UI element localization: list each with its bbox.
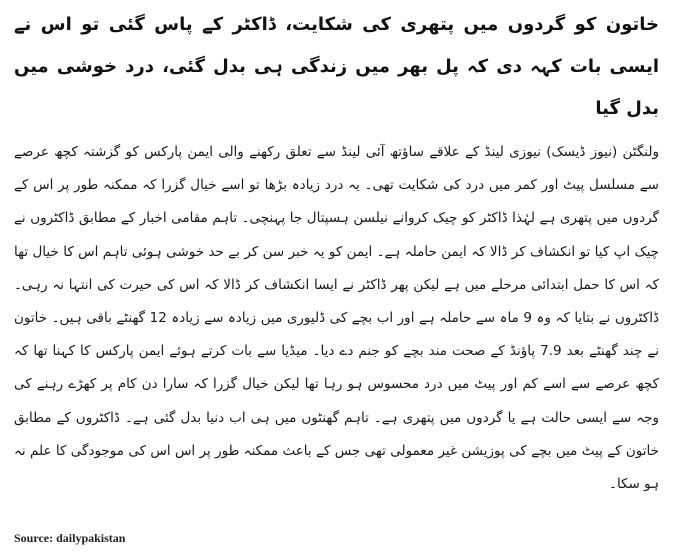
article-body: ولنگٹن (نیوز ڈیسک) نیوزی لینڈ کے علاقے ساؤتھ آئی لینڈ سے تعلق رکھنے والی ایمن پارکس کو گزشتہ کچھ عرصے سے مسلسل پیٹ اور کمر میں درد کی شکایت تھی۔ یہ درد زیادہ بڑھا تو اسے خیال گزرا کہ ممکنہ طور پر اس کے گردوں میں پتھری ہے لہٰذا ڈاکٹر کو چیک کروانے نیلسن ہسپتال جا پہنچی۔ تاہم مقامی اخبار کے مطابق ڈاکٹروں نے چیک اپ کیا تو انکشاف کر ڈالا کہ ایمن حاملہ ہے۔ ایمن کو یہ خبر سن کر بے حد خوشی ہوئی تاہم اس کا خیال تھا کہ اس کا حمل ابتدائی مرحلے میں ہے لیکن پھر ڈاکٹر نے ایسا انکشاف کر ڈالا کہ اس کی حیرت کی انتہا نہ رہی۔ ڈاکٹروں نے بتایا کہ وہ 9 ماہ سے حاملہ ہے اور اب بچے کی ڈلیوری میں زیادہ سے زیادہ 12 گھنٹے باقی ہیں۔ خاتون نے چند گھنٹے بعد 7.9 پاؤنڈ کے صحت مند بچے کو جنم دے دیا۔ میڈیا سے بات کرتے ہوئے ایمن پارکس کا کہنا تھا کہ کچھ عرصے سے اسے کم اور پیٹ میں درد محسوس ہو رہا تھا لیکن خیال گزرا کہ سارا دن کام پر کھڑے رہنے کی وجہ سے ایسی حالت ہے یا گردوں میں پتھری ہے۔ تاہم گھنٹوں میں ہی اب دنیا بدل گئی ہے۔ ڈاکٹروں کے مطابق خاتون کے پیٹ میں بچے کی پوزیشن غیر معمولی تھی جس کے باعث ممکنہ طور پر اس اس کی موجودگی کا علم نہ ہو سکا۔: [14, 144, 659, 493]
source-credit: Source: dailypakistan: [14, 531, 126, 545]
article-headline: خاتون کو گردوں میں پتھری کی شکایت، ڈاکٹر کے پاس گئی تو اس نے ایسی بات کہہ دی کہ پل بھر میں زندگی ہی بدل گئی، درد خوشی میں بدل گیا: [14, 14, 659, 119]
news-article: [14, 4, 659, 552]
